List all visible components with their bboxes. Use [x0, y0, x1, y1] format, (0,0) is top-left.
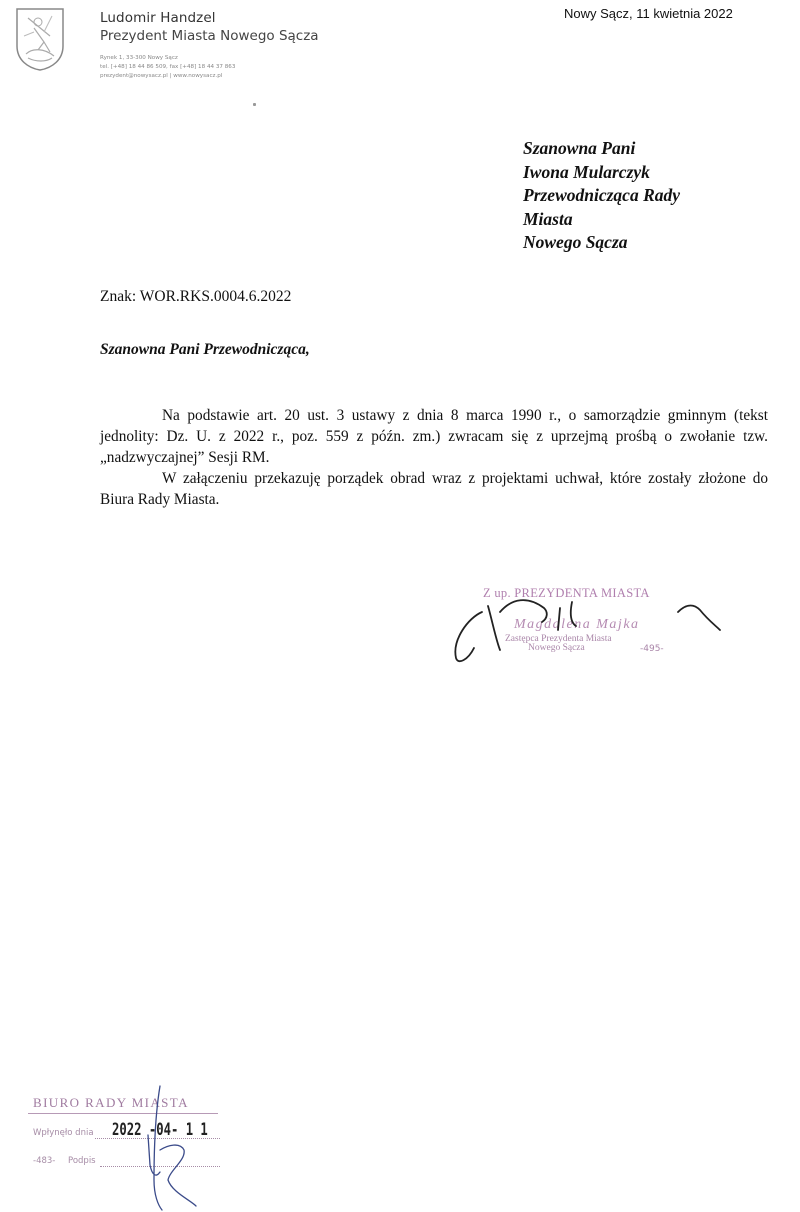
date-place: Nowy Sącz, 11 kwietnia 2022	[564, 6, 733, 21]
signature-stamp-header: Z up. PREZYDENTA MIASTA	[483, 586, 650, 600]
signature-stamp-role: Zastępca Prezydenta Miasta	[505, 634, 612, 644]
recipient-line: Iwona Mularczyk	[523, 161, 650, 182]
received-signature-dotline	[100, 1158, 220, 1167]
signature-stamp-name: Magdalena Majka	[514, 617, 640, 632]
recipient-line: Szanowna Pani	[523, 138, 636, 158]
city-coat-of-arms-icon	[14, 6, 66, 72]
letter-body	[100, 405, 768, 510]
recipient-line: Miasta	[523, 208, 573, 229]
sender-name: Ludomir Handzel	[100, 10, 216, 26]
sender-address: Rynek 1, 33-300 Nowy Sącz	[100, 55, 178, 61]
received-date-label: Wpłynęło dnia	[33, 1128, 94, 1138]
received-date-value: 2022 -04- 1 1	[112, 1120, 208, 1140]
scan-speck	[253, 103, 256, 106]
recipient-line: Nowego Sącza	[523, 232, 628, 252]
recipient-block	[523, 137, 680, 255]
body-paragraph: Na podstawie art. 20 ust. 3 ustawy z dnia 8 marca 1990 r., o samorządzie gminnym (tekst jednolity: Dz. U. z 2022 r., poz. 559 z późn. zm.) zwracam się z uprzejmą prośbą o zwołanie tzw. „nadzwyczajnej” Sesji RM.	[100, 407, 768, 466]
signature-stamp-number: -495-	[640, 644, 664, 654]
signature-stamp-city: Nowego Sącza	[528, 643, 585, 653]
sender-phone-fax: tel. [+48] 18 44 86 509, fax [+48] 18 44 37 863	[100, 64, 236, 70]
sender-email-web: prezydent@nowysacz.pl | www.nowysacz.pl	[100, 73, 223, 79]
body-paragraph: W załączeniu przekazuję porządek obrad wraz z projektami uchwał, które zostały złożone do Biura Rady Miasta.	[100, 470, 768, 508]
received-signature-label: Podpis	[68, 1156, 96, 1166]
sender-title: Prezydent Miasta Nowego Sącza	[100, 28, 319, 44]
received-stamp-underline	[28, 1113, 218, 1114]
salutation: Szanowna Pani Przewodnicząca,	[100, 341, 310, 358]
received-stamp-header: BIURO RADY MIASTA	[33, 1095, 189, 1110]
recipient-line: Przewodnicząca Rady	[523, 185, 681, 205]
received-stamp-number: -483-	[33, 1156, 56, 1166]
reference-number: Znak: WOR.RKS.0004.6.2022	[100, 288, 292, 305]
